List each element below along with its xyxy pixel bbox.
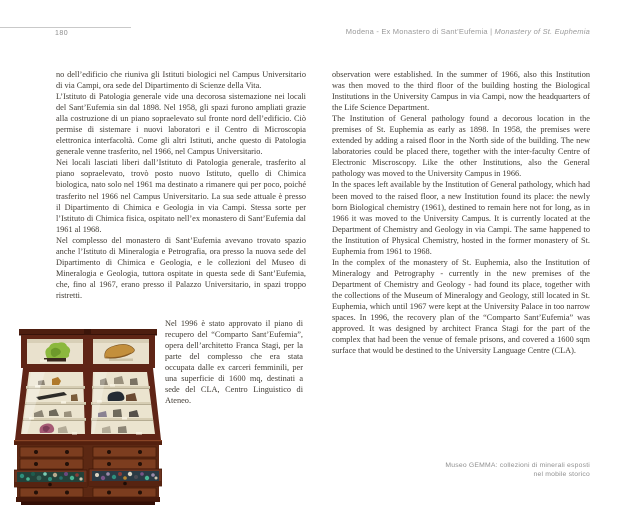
cabinet-illustration [14,329,162,505]
historic-cabinet-photo [14,329,162,505]
running-header-english: Monastery of St. Euphemia [494,27,590,36]
header-rule [0,27,131,28]
photo-caption [445,462,590,479]
running-header [346,27,590,36]
english-paragraph-1: observation were established. In the summer of 1966, also this Institution was then moved to the third floor of the building hosting the Biological Institutions in the University Campus in via Campi, now the headquarters of the Life Science Department. [332,70,590,113]
italian-text-column [56,69,306,301]
italian-paragraph-1: no dell’edificio che riuniva gli Istituti biologici nel Campus Universitario di via Campi, ora sede del Dipartimento di Scienze della Vita. [56,70,306,91]
english-paragraph-3: In the spaces left available by the Institution of General pathology, which had been moved to the raised floor, a new Institution found its place: the newly born Biological chemistry (1961), destined to remain here not for long, as in 1966 it was moved to the University Campus. It is currently located at the Department of Chemistry and Geology in via Campi. The same happened to the Institution of Physical Chemistry, hosted in the former monastery of St. Euphemia from 1961 to 1968. [332,180,590,256]
running-header-italian: Modena - Ex Monastero di Sant’Eufemia [345,27,488,36]
running-header-separator: | [487,27,495,36]
italian-side-column [165,318,303,406]
italian-paragraph-4: Nel complesso del monastero di Sant’Eufemia avevano trovato spazio anche l’Istituto di Mineralogia e Petrografia, ora presso la nuova sede del Dipartimento di Chimica e Geologia, e le collezioni del Museo di Mineralogia e Geologia, tuttora ospitate in questa sede di Sant’Eufemia, che, fino al 1967, erano presso il Palazzo Universitario, in spazi troppo ristretti. [56,235,306,300]
page-number: 180 [55,30,69,37]
italian-paragraph-3: Nei locali lasciati liberi dall’Istituto di Patologia generale, trasferito al piano sopraelevato, trovò posto nuovo Istituto, quello di Chimica biologica, nato solo nel 1961 ma destinato a rimanere qui per poco, poiché trasferito nel 1966 nel Campus Universitario. La sua sede attuale è presso il Dipartimento di Chimica e Geologia in via Campi. Stessa sorte per l’Istituto di Chimica fisica, ospitato nell’ex monastero di Sant’Eufemia dal 1961 al 1968. [56,158,306,234]
photo-caption-line-1: Museo GEMMA: collezioni di minerali esposti [445,462,590,469]
english-paragraph-2: The Institution of General pathology found a decorous location in the premises of St. Euphemia as early as 1898. In 1958, the premises were extended by adding a raised floor in the North side of the building. The new laboratories could be placed there, together with the inter-faculty Centre of Electronic Miscroscopy. Like the other Institutions, also the General pathology was moved to the University Campus in 1966. [332,114,590,179]
photo-caption-line-2: nel mobile storico [533,470,590,478]
italian-paragraph-5: Nel 1996 è stato approvato il piano di recupero del “Comparto Sant’Eufemia”, opera dell’architetto Franca Stagi, per la parte del complesso che era stata occupata dalle ex carceri femminili, per una superficie di 1600 mq, destinati a sede del CLA, Centro Linguistico di Ateneo. [165,319,303,406]
italian-paragraph-2: L’Istituto di Patologia generale vide una decorosa sistemazione nei locali del Sant’Eufemia sin dal 1898. Nel 1958, gli spazi furono ampliati grazie alla costruzione di un piano sopraelevato sul fronte nord dell’edificio. Ciò permise di sistemare i nuovi laboratori e il Centro di Microscopia elettronica interfacoltà. Come gli altri Istituti, anche questo di Patologia generale venne trasferito, nel 1966, nel Campus Universitario. [56,92,306,157]
english-paragraph-4: In the complex of the monastery of St. Euphemia, also the Institution of Mineralogy and Petrography - currently in the new premises of the Department of Chemistry and Geology - had found its place, together with the collections of the Museum of Mineralogy and Geology, still located in St. Euphemia, which until 1967 were kept at the University Palace in too narrow spaces. In 1996, the recovery plan of the “Comparto Sant’Eufemia” was approved. It was designed by architect Franca Stagi for the part of the complex that had been the venue of female prisons, and covered a 1600 sqm surface that would be destined to the University Language Centre (CLA). [332,257,590,356]
english-text-column [332,69,590,356]
